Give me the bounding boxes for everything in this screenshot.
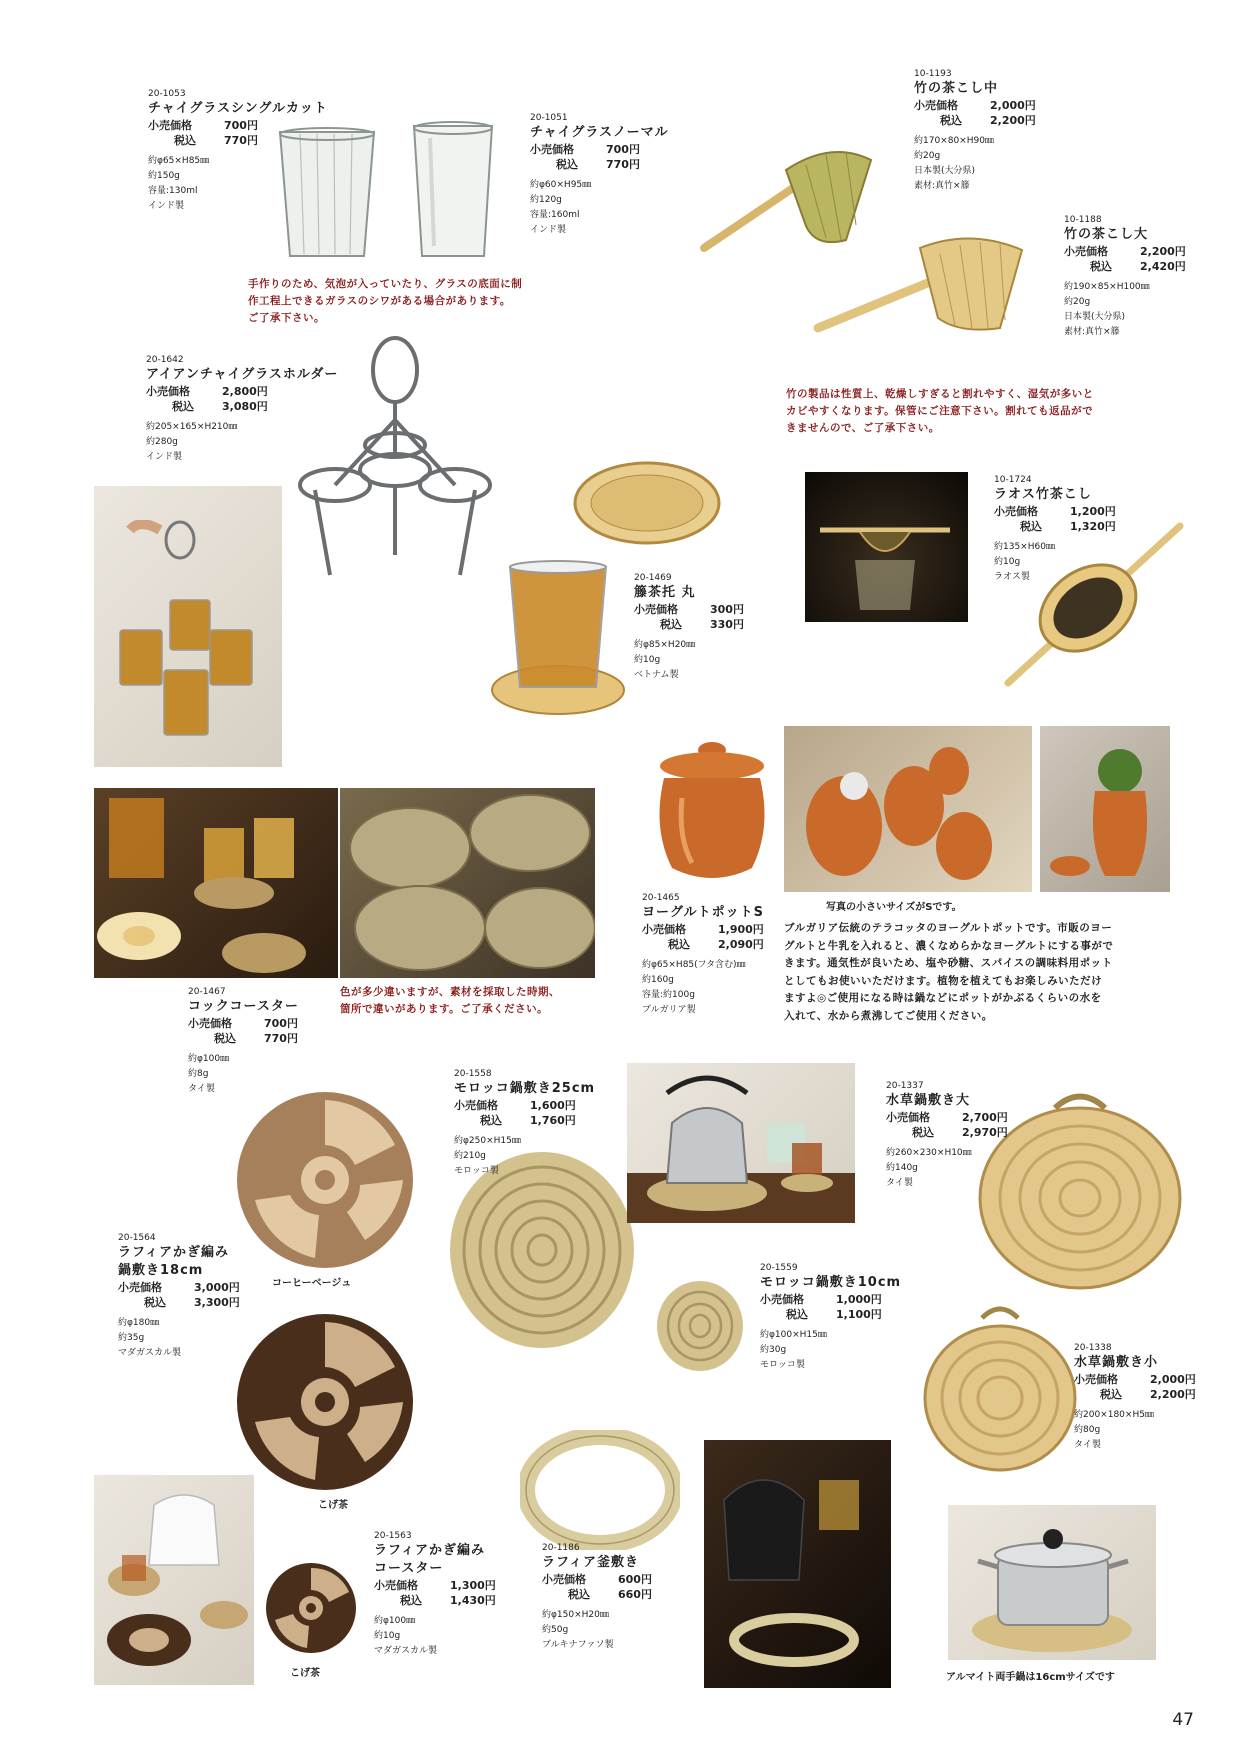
raffia-18-coffee-beige-photo bbox=[235, 1090, 415, 1270]
price-table: 小売価格 2,800円 税込 3,080円 bbox=[146, 385, 268, 413]
price-table: 小売価格 1,300円 税込 1,430円 bbox=[374, 1579, 496, 1607]
item-name: コックコースター bbox=[188, 999, 299, 1014]
spec-list: 約φ65×H85㎜ 約150g 容量:130ml インド製 bbox=[148, 156, 210, 211]
item-code: 20-1563 bbox=[374, 1531, 412, 1541]
laos-strainer-illustration-a bbox=[815, 500, 955, 620]
price-table: 小売価格 700円 税込 770円 bbox=[530, 143, 640, 171]
item-water-grass-small bbox=[1074, 1342, 1196, 1453]
item-raffia-coaster bbox=[374, 1530, 496, 1659]
coaster-color-note: 色が多少違いますが、素材を採取した時期、 箇所で違いがあります。ご了承ください。 bbox=[340, 986, 560, 1015]
item-chai-normal bbox=[530, 112, 669, 238]
spec-list: 約φ100×H15㎜ 約30g モロッコ製 bbox=[760, 1330, 827, 1370]
morocco-25-photo bbox=[447, 1150, 637, 1350]
tea-glass-on-saucer-photo bbox=[488, 555, 628, 717]
price-table: 小売価格 600円 税込 660円 bbox=[542, 1573, 652, 1601]
item-code: 20-1465 bbox=[642, 893, 680, 903]
price-table: 小売価格 300円 税込 330円 bbox=[634, 603, 744, 631]
item-name: 竹の茶こし中 bbox=[914, 81, 999, 96]
price-table: 小売価格 1,600円 税込 1,760円 bbox=[454, 1099, 576, 1127]
item-code: 20-1559 bbox=[760, 1263, 798, 1273]
item-name: 水草鍋敷き小 bbox=[1074, 1355, 1159, 1370]
spec-list: 約205×165×H210㎜ 約280g インド製 bbox=[146, 422, 238, 462]
item-morocco-25 bbox=[454, 1068, 595, 1179]
spec-list: 約φ180㎜ 約35g マダガスカル製 bbox=[118, 1318, 182, 1358]
item-code: 20-1338 bbox=[1074, 1343, 1112, 1353]
raffia-coaster-photo bbox=[265, 1562, 357, 1654]
dark-brown-caption-2: こげ茶 bbox=[290, 1668, 320, 1679]
spec-list: 約φ100㎜ 約10g マダガスカル製 bbox=[374, 1616, 438, 1656]
price-table: 小売価格 2,000円 税込 2,200円 bbox=[1074, 1373, 1196, 1401]
iron-kettle-on-ring-illustration bbox=[704, 1440, 891, 1688]
price-table: 小売価格 1,200円 税込 1,320円 bbox=[994, 505, 1116, 533]
item-cock-coaster bbox=[188, 986, 299, 1097]
chai-glass-normal-photo bbox=[408, 118, 498, 264]
item-water-grass-large bbox=[886, 1080, 1008, 1191]
yogurt-pots-spice-illustration bbox=[784, 726, 1032, 892]
yogurt-pot-plant-illustration bbox=[1040, 726, 1170, 892]
item-code: 20-1051 bbox=[530, 113, 568, 123]
spec-list: 約135×H60㎜ 約10g ラオス製 bbox=[994, 542, 1055, 582]
alumite-pot-illustration bbox=[948, 1505, 1156, 1660]
chai-glasses-illustration bbox=[110, 520, 270, 750]
item-name: チャイグラスシングルカット bbox=[148, 101, 328, 116]
item-name: モロッコ鍋敷き25cm bbox=[454, 1081, 596, 1096]
item-morocco-10 bbox=[760, 1262, 901, 1373]
item-code: 20-1053 bbox=[148, 89, 186, 99]
price-table: 小売価格 700円 税込 770円 bbox=[148, 119, 258, 147]
dark-brown-caption: こげ茶 bbox=[318, 1500, 348, 1511]
item-name: 籐茶托 丸 bbox=[634, 585, 696, 600]
spec-list: 約φ85×H20㎜ 約10g ベトナム製 bbox=[634, 640, 696, 680]
page-number: 47 bbox=[1172, 1710, 1194, 1730]
item-code: 20-1564 bbox=[118, 1233, 156, 1243]
glass-note: 手作りのため、気泡が入っていたり、グラスの底面に制 作工程上できるガラスのシワがある場合があります。 ご了承下さい。 bbox=[248, 278, 523, 324]
raffia-coaster-table-illustration bbox=[94, 1475, 254, 1685]
price-table: 小売価格 2,200円 税込 2,420円 bbox=[1064, 245, 1186, 273]
spec-list: 約φ65×H85(フタ含む)㎜ 約160g 容量:約100g ブルガリア製 bbox=[642, 960, 746, 1015]
item-iron-holder bbox=[146, 354, 338, 465]
item-name: ラオス竹茶こし bbox=[994, 487, 1092, 502]
item-name: 水草鍋敷き大 bbox=[886, 1093, 971, 1108]
spec-list: 約φ250×H15㎜ 約210g モロッコ製 bbox=[454, 1136, 521, 1176]
item-name: ヨーグルトポットS bbox=[642, 905, 764, 920]
alumite-caption: アルマイト両手鍋は16cmサイズです bbox=[946, 1672, 1115, 1683]
coffee-beige-caption: コーヒーベージュ bbox=[272, 1278, 352, 1289]
item-bamboo-large bbox=[1064, 214, 1186, 340]
item-code: 20-1642 bbox=[146, 355, 184, 365]
spec-list: 約260×230×H10㎜ 約140g タイ製 bbox=[886, 1148, 972, 1188]
price-table: 小売価格 1,000円 税込 1,100円 bbox=[760, 1293, 882, 1321]
price-table: 小売価格 2,700円 税込 2,970円 bbox=[886, 1111, 1008, 1139]
price-table: 小売価格 3,000円 税込 3,300円 bbox=[118, 1281, 240, 1309]
item-chai-single bbox=[148, 88, 328, 214]
item-code: 20-1186 bbox=[542, 1543, 580, 1553]
item-code: 10-1188 bbox=[1064, 215, 1102, 225]
spec-list: 約φ60×H95㎜ 約120g 容量:160ml インド製 bbox=[530, 180, 592, 235]
item-name: ラフィア釜敷き bbox=[542, 1555, 639, 1570]
price-table: 小売価格 2,000円 税込 2,200円 bbox=[914, 99, 1036, 127]
cock-coaster-pile-illustration bbox=[340, 788, 595, 978]
yogurt-description: ブルガリア伝統のテラコッタのヨーグルトポットです。市販のヨー グルトと牛乳を入れると、濃くなめらかなヨーグルトにする事がで きます。通気性が良いため、塩や砂糖、スパイスの調味料用ポット としてもお使いいただけます。植物を植えてもお楽しみいただけ ますよ◎ご使用になる時は鍋などにポットがかぶるくらいの水を 入れて、水から煮沸してご使用ください。 bbox=[784, 922, 1114, 1022]
price-table: 小売価格 1,900円 税込 2,090円 bbox=[642, 923, 764, 951]
item-code: 10-1193 bbox=[914, 69, 952, 79]
bamboo-strainer-large-photo bbox=[810, 230, 1030, 335]
item-code: 20-1558 bbox=[454, 1069, 492, 1079]
item-rattan-saucer bbox=[634, 572, 744, 683]
item-code: 10-1724 bbox=[994, 475, 1032, 485]
raffia-18-dark-brown-photo bbox=[235, 1312, 415, 1492]
spec-list: 約200×180×H5㎜ 約80g タイ製 bbox=[1074, 1410, 1154, 1450]
item-name: アイアンチャイグラスホルダー bbox=[146, 367, 339, 382]
item-laos-strainer bbox=[994, 474, 1116, 585]
bamboo-note: 竹の製品は性質上、乾燥しすぎると割れやすく、湿気が多いと カビやすくなります。保管にご注意下さい。割れても返品がで きませんので、ご了承下さい。 bbox=[786, 388, 1094, 434]
yogurt-size-caption: 写真の小さいサイズがSです。 bbox=[826, 902, 962, 913]
item-code: 20-1467 bbox=[188, 987, 226, 997]
item-code: 20-1469 bbox=[634, 573, 672, 583]
item-name: チャイグラスノーマル bbox=[530, 125, 669, 140]
morocco-10-photo bbox=[655, 1278, 745, 1373]
item-name: モロッコ鍋敷き10cm bbox=[760, 1275, 902, 1290]
item-raffia-kama bbox=[542, 1542, 652, 1653]
item-yogurt-pot bbox=[642, 892, 764, 1018]
item-name: 竹の茶こし大 bbox=[1064, 227, 1149, 242]
cock-coaster-table-illustration bbox=[94, 788, 338, 978]
spec-list: 約φ150×H20㎜ 約50g ブルキナファソ製 bbox=[542, 1610, 614, 1650]
water-grass-small-photo bbox=[920, 1300, 1080, 1475]
spec-list: 約190×85×H100㎜ 約20g 日本製(大分県) 素材:真竹×籐 bbox=[1064, 282, 1150, 337]
price-table: 小売価格 700円 税込 770円 bbox=[188, 1017, 298, 1045]
item-name: ラフィアかぎ編み 鍋敷き18cm bbox=[118, 1245, 229, 1278]
item-name: ラフィアかぎ編み コースター bbox=[374, 1543, 485, 1576]
spec-list: 約φ100㎜ 約8g タイ製 bbox=[188, 1054, 230, 1094]
item-raffia-18 bbox=[118, 1232, 240, 1361]
teapot-on-mat-illustration bbox=[627, 1063, 855, 1223]
yogurt-pot-photo bbox=[652, 738, 772, 888]
rattan-saucer-photo bbox=[572, 458, 722, 548]
item-code: 20-1337 bbox=[886, 1081, 924, 1091]
item-bamboo-medium bbox=[914, 68, 1036, 194]
spec-list: 約170×80×H90㎜ 約20g 日本製(大分県) 素材:真竹×籐 bbox=[914, 136, 994, 191]
raffia-kama-photo bbox=[520, 1430, 680, 1550]
